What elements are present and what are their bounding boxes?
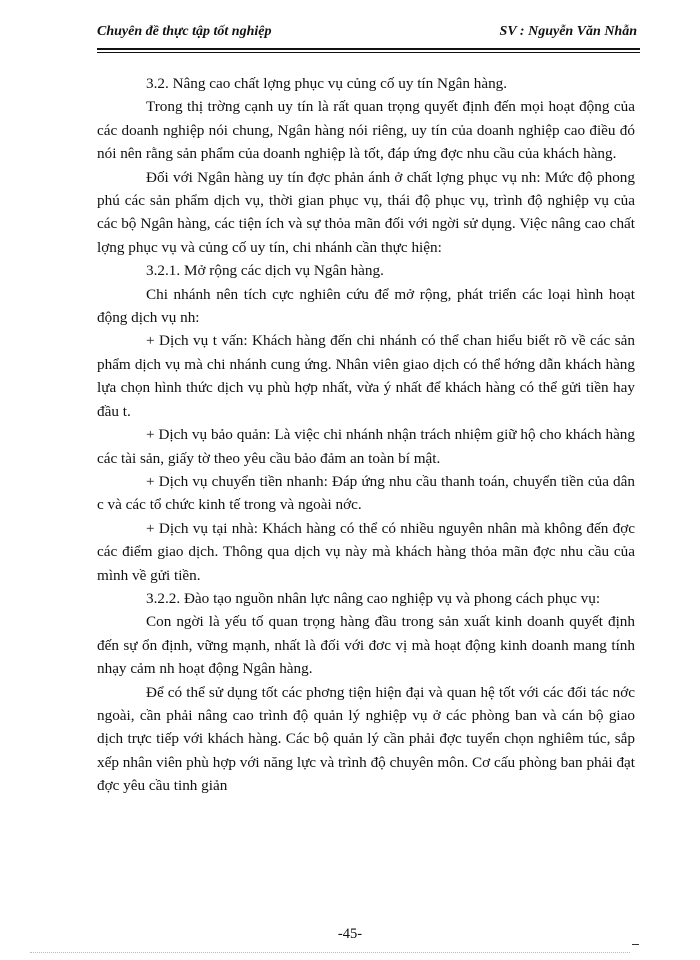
corner-mark: [632, 944, 639, 945]
header-title: Chuyên đề thực tập tốt nghiệp: [97, 24, 272, 39]
section-heading-3-2-1: 3.2.1. Mở rộng các dịch vụ Ngân hàng.: [146, 262, 384, 280]
footer-divider: [30, 952, 630, 953]
page-number: -45-: [337, 926, 363, 942]
paragraph: Để có thể sử dụng tốt các phơng tiện hiện đại và quan hệ tốt với các đối tác nớc ngoài, cần phải nâng cao trình độ quản lý nghiệp vụ ở các phòng ban và cán bộ giao dịch trực tiếp với khách hàng. Các bộ quản lý cần phải đợc tuyển chọn nghiêm túc, sắp xếp nhân viên phù hợp với năng lực và trình độ chuyên môn. Cơ cấu phòng ban phải đạt đợc yêu cầu tinh giản: [97, 683, 635, 795]
paragraph: Chi nhánh nên tích cực nghiên cứu để mở rộng, phát triển các loại hình hoạt động dịch vụ nh:: [97, 285, 635, 327]
document-body: [97, 72, 635, 798]
header-author: SV : Nguyễn Văn Nhẫn: [499, 24, 637, 39]
header-rule-thin: [97, 52, 640, 53]
list-item: + Dịch vụ tại nhà: Khách hàng có thể có nhiều nguyên nhân mà không đến đợc các điểm giao dịch. Thông qua dịch vụ này mà khách hàng thỏa mãn đợc nhu cầu của mình về gửi tiền.: [97, 519, 635, 584]
list-item: + Dịch vụ t vấn: Khách hàng đến chi nhánh có thể chan hiểu biết rõ về các sản phẩm dịch vụ mà chi nhánh cung ứng. Nhân viên giao dịch có thể hớng dẫn khách hàng lựa chọn hình thức dịch vụ phù hợp nhất, vừa ý nhất để khách hàng có thể gửi tiền hay đầu t.: [97, 332, 635, 420]
paragraph: Đối với Ngân hàng uy tín đợc phản ánh ở chất lợng phục vụ nh: Mức độ phong phú các sản phẩm dịch vụ, thời gian phục vụ, thái độ phục vụ, trình độ nghiệp vụ của các bộ Ngân hàng, các tiện ích và sự thỏa mãn đối với ngời sử dụng. Việc nâng cao chất lợng phục vụ và củng cố uy tín, chi nhánh cần thực hiện:: [97, 168, 635, 256]
page-header: [97, 24, 637, 46]
list-item: + Dịch vụ chuyển tiền nhanh: Đáp ứng nhu cầu thanh toán, chuyển tiền của dân c và các tổ chức kinh tế trong và ngoài nớc.: [97, 472, 635, 514]
header-rule-thick: [97, 48, 640, 50]
paragraph: Trong thị trờng cạnh uy tín là rất quan trọng quyết định đến mọi hoạt động của các doanh nghiệp nói chung, Ngân hàng nói riêng, uy tín của doanh nghiệp cao điều đó nói nên rằng sản phẩm của doanh nghiệp là tốt, đáp ứng đợc nhu cầu của khách hàng.: [97, 98, 635, 163]
section-heading-3-2-2: 3.2.2. Đào tạo nguồn nhân lực nâng cao nghiệp vụ và phong cách phục vụ:: [146, 589, 601, 607]
section-heading-3-2: 3.2. Nâng cao chất lợng phục vụ củng cố uy tín Ngân hàng.: [146, 75, 508, 92]
paragraph: Con ngời là yếu tố quan trọng hàng đầu trong sản xuất kinh doanh quyết định đến sự ổn định, vững mạnh, nhất là đối với đơc vị mà hoạt động kinh doanh mang tính nhạy cảm nh hoạt động Ngân hàng.: [97, 613, 635, 678]
list-item: + Dịch vụ bảo quản: Là việc chi nhánh nhận trách nhiệm giữ hộ cho khách hàng các tài sản, giấy tờ theo yêu cầu bảo đảm an toàn bí mật.: [97, 426, 635, 467]
